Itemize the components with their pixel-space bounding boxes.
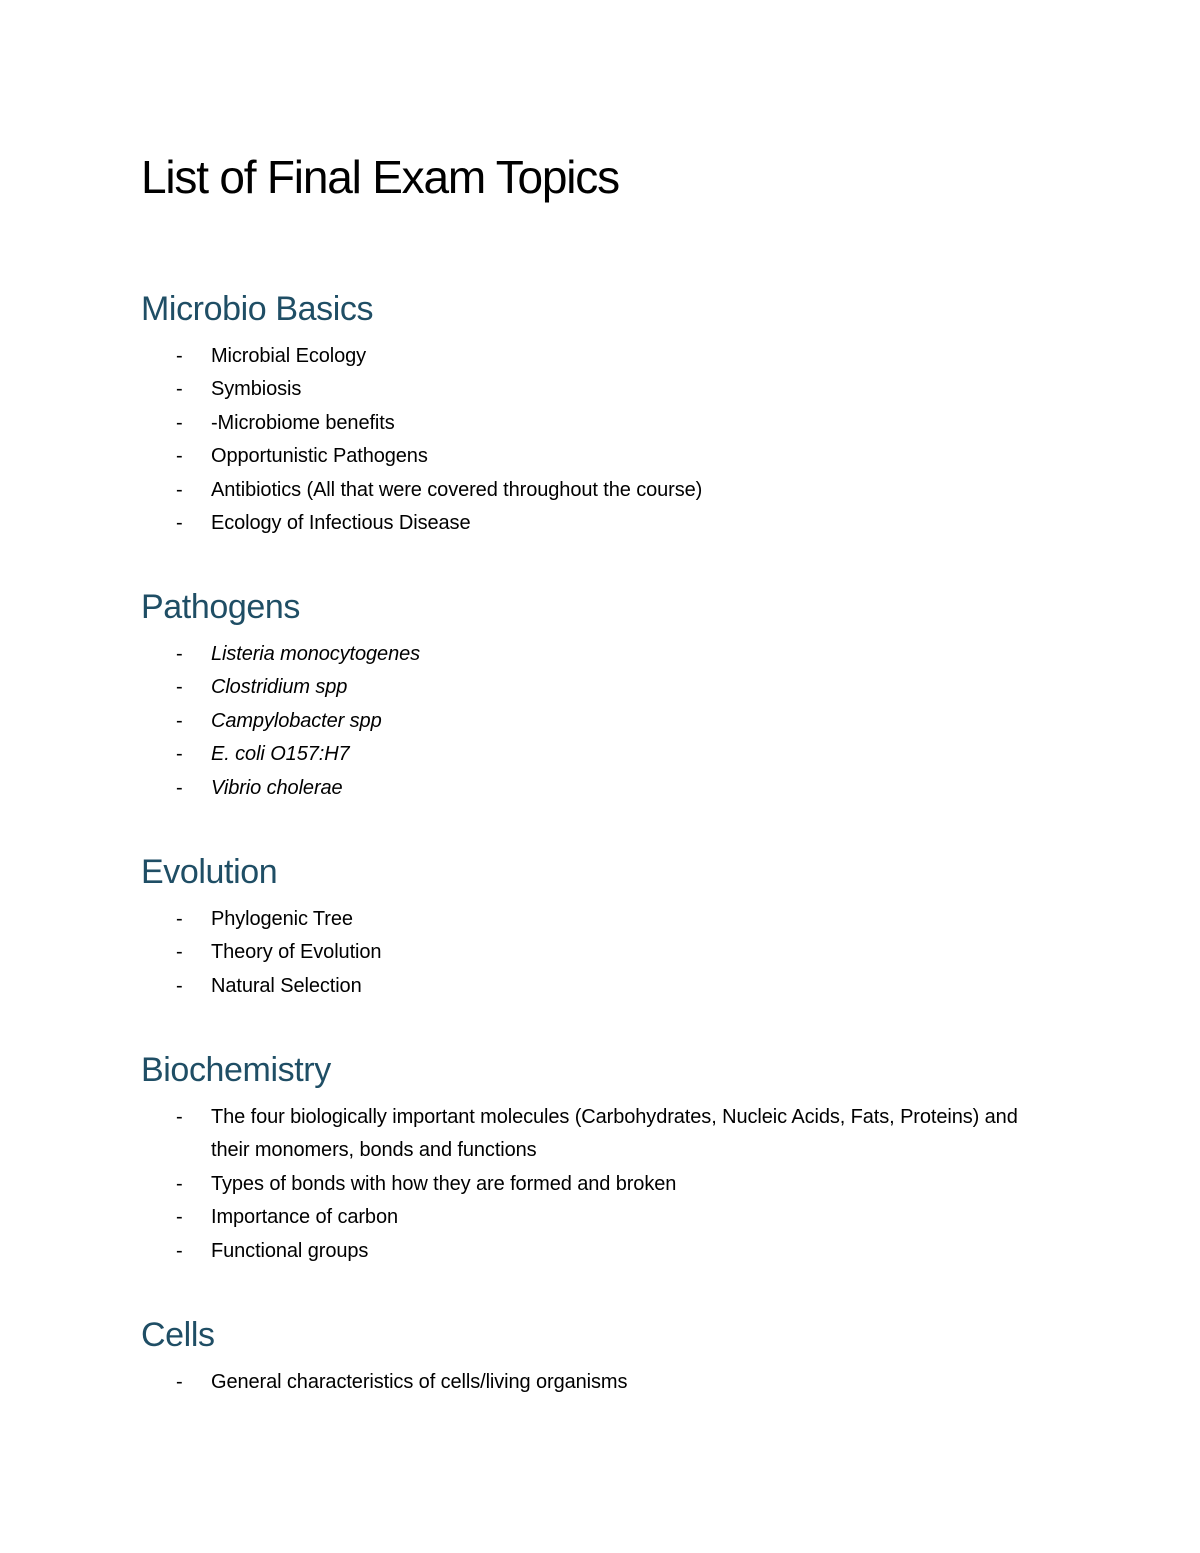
list-item xyxy=(176,705,1031,738)
list-item xyxy=(176,474,1031,507)
bullet-dash: - xyxy=(176,378,183,401)
list-item xyxy=(176,970,1031,1003)
list-item xyxy=(176,340,1031,373)
list-item xyxy=(176,407,1031,440)
list-item xyxy=(176,738,1031,771)
topic-list xyxy=(0,903,1200,1003)
section-microbio-basics xyxy=(0,288,1200,540)
list-item xyxy=(176,1366,1031,1399)
list-item-text: Listeria monocytogenes xyxy=(211,643,421,665)
bullet-dash: - xyxy=(176,743,183,766)
bullet-dash: - xyxy=(176,1239,183,1262)
bullet-dash: - xyxy=(176,345,183,367)
list-item-text: General characteristics of cells/living organisms xyxy=(211,1371,628,1393)
list-item xyxy=(176,440,1031,473)
list-item-text: Phylogenic Tree xyxy=(211,908,353,930)
bullet-dash: - xyxy=(176,445,183,468)
section-biochemistry xyxy=(0,1049,1200,1268)
list-item-text: Microbial Ecology xyxy=(211,345,367,367)
list-item-text: Opportunistic Pathogens xyxy=(211,445,428,468)
bullet-dash: - xyxy=(176,776,183,799)
topic-list xyxy=(0,340,1200,540)
list-item xyxy=(176,1235,1031,1268)
topic-list xyxy=(0,1366,1200,1399)
topic-list xyxy=(0,638,1200,805)
list-item xyxy=(176,772,1031,805)
list-item-text: Symbiosis xyxy=(211,378,302,401)
section-cells xyxy=(0,1314,1200,1399)
bullet-dash: - xyxy=(176,676,183,699)
list-item-text: Types of bonds with how they are formed and broken xyxy=(211,1172,677,1195)
list-item-text: Vibrio cholerae xyxy=(211,776,343,799)
bullet-dash: - xyxy=(176,941,183,964)
bullet-dash: - xyxy=(176,1206,183,1229)
page-title: List of Final Exam Topics xyxy=(141,151,619,203)
list-item xyxy=(176,1101,1031,1168)
list-item-text: Importance of carbon xyxy=(211,1206,398,1229)
section-heading: Microbio Basics xyxy=(141,290,374,328)
list-item-text: E. coli O157:H7 xyxy=(211,743,350,766)
list-item-text: Clostridium spp xyxy=(211,676,348,699)
bullet-dash: - xyxy=(176,974,183,997)
bullet-dash: - xyxy=(176,411,183,434)
list-item xyxy=(176,1168,1031,1201)
list-item-text: Natural Selection xyxy=(211,974,362,997)
list-item xyxy=(176,903,1031,936)
bullet-dash: - xyxy=(176,1172,183,1195)
list-item xyxy=(176,507,1031,540)
list-item-text: Functional groups xyxy=(211,1239,369,1262)
topic-list xyxy=(0,1101,1200,1268)
section-heading: Biochemistry xyxy=(141,1051,331,1089)
list-item xyxy=(176,373,1031,406)
list-item-text: Antibiotics (All that were covered throughout the course) xyxy=(211,478,703,501)
list-item xyxy=(176,936,1031,969)
bullet-dash: - xyxy=(176,1371,183,1393)
list-item xyxy=(176,671,1031,704)
bullet-dash: - xyxy=(176,512,183,535)
list-item-text: The four biologically important molecules (Carbohydrates, Nucleic Acids, Fats, Proteins) and their monomers, bonds and functions xyxy=(211,1106,1018,1162)
list-item-text: Campylobacter spp xyxy=(211,709,382,732)
section-heading: Evolution xyxy=(141,853,278,891)
list-item xyxy=(176,638,1031,671)
list-item-text: -Microbiome benefits xyxy=(211,411,395,434)
section-pathogens xyxy=(0,586,1200,805)
list-item-text: Ecology of Infectious Disease xyxy=(211,512,471,535)
bullet-dash: - xyxy=(176,478,183,501)
bullet-dash: - xyxy=(176,1106,183,1128)
section-heading: Pathogens xyxy=(141,588,300,626)
bullet-dash: - xyxy=(176,643,183,665)
list-item xyxy=(176,1201,1031,1234)
bullet-dash: - xyxy=(176,908,183,930)
section-evolution xyxy=(0,851,1200,1003)
list-item-text: Theory of Evolution xyxy=(211,941,382,964)
section-heading: Cells xyxy=(141,1316,215,1354)
bullet-dash: - xyxy=(176,709,183,732)
